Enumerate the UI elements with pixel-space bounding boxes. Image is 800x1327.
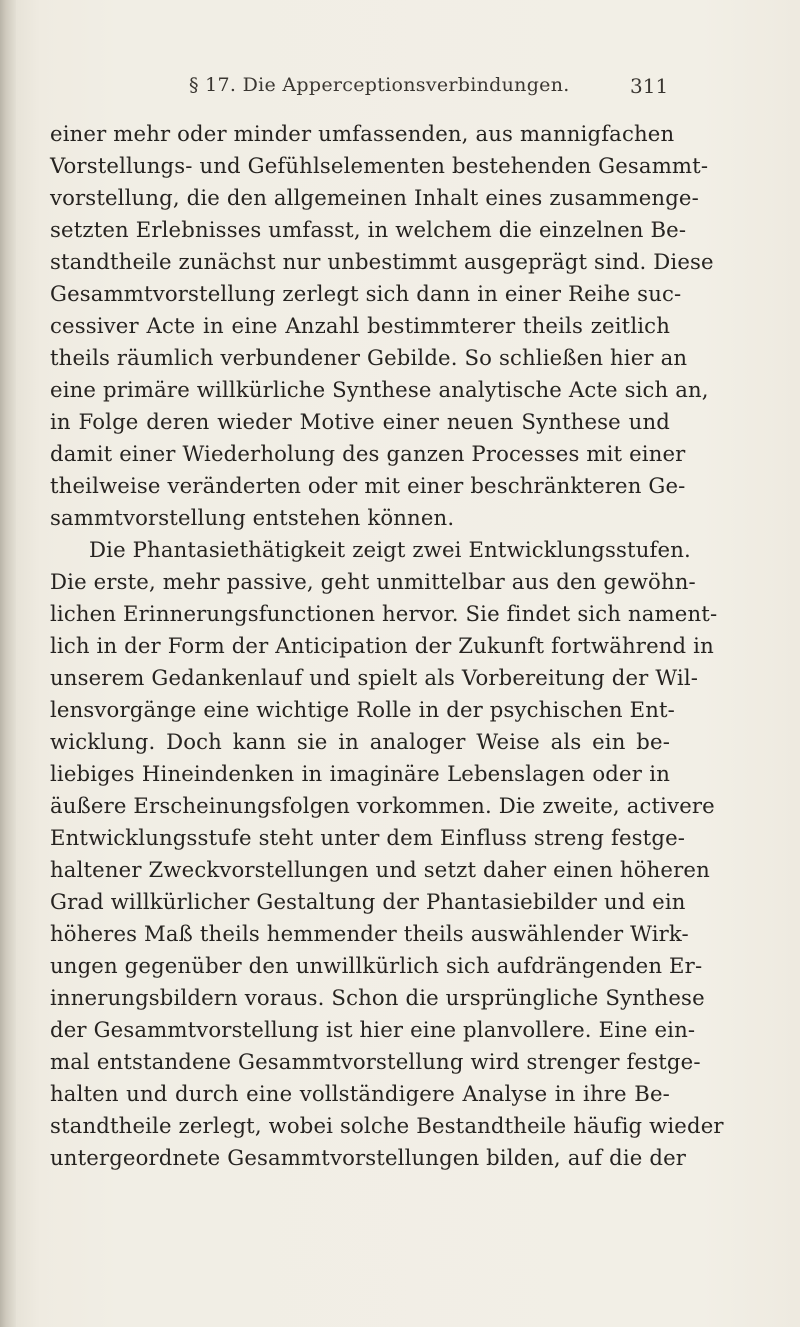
page-number: 311 — [630, 74, 669, 98]
text-line: Die erste, mehr passive, geht unmittelbar aus den gewöhn- — [50, 569, 696, 594]
text-line: haltener Zweckvorstellungen und setzt daher einen höheren — [50, 857, 710, 882]
text-line: höheres Maß theils hemmender theils auswählender Wirk- — [50, 921, 689, 946]
text-line: der Gesammtvorstellung ist hier eine planvollere. Eine ein- — [50, 1017, 696, 1042]
text-line: mal entstandene Gesammtvorstellung wird strenger festge- — [50, 1049, 701, 1074]
section-title: § 17. Die Apperceptionsverbindungen. — [189, 74, 570, 96]
text-line: Gesammtvorstellung zerlegt sich dann in einer Reihe suc- — [50, 281, 682, 306]
text-line: setzten Erlebnisses umfasst, in welchem die einzelnen Be- — [50, 217, 687, 242]
text-line: cessiver Acte in eine Anzahl bestimmterer theils zeitlich — [50, 313, 670, 338]
text-line: Entwicklungsstufe steht unter dem Einfluss streng festge- — [50, 825, 686, 850]
text-line: untergeordnete Gesammtvorstellungen bilden, auf die der — [50, 1145, 687, 1170]
text-line: Grad willkürlicher Gestaltung der Phantasiebilder und ein — [50, 889, 686, 914]
text-line: eine primäre willkürliche Synthese analytische Acte sich an, — [50, 377, 709, 402]
text-line: theils räumlich verbundener Gebilde. So schließen hier an — [50, 345, 688, 370]
text-line: lensvorgänge eine wichtige Rolle in der psychischen Ent- — [50, 697, 675, 722]
text-line: äußere Erscheinungsfolgen vorkommen. Die zweite, activere — [50, 793, 715, 818]
text-line: standtheile zerlegt, wobei solche Bestandtheile häufig wieder — [50, 1113, 724, 1138]
text-line: theilweise veränderten oder mit einer beschränkteren Ge- — [50, 473, 686, 498]
running-head — [0, 74, 800, 104]
text-line: halten und durch eine vollständigere Analyse in ihre Be- — [50, 1081, 670, 1106]
text-line: in Folge deren wieder Motive einer neuen Synthese und — [50, 409, 670, 434]
text-line: lichen Erinnerungsfunctionen hervor. Sie findet sich nament- — [50, 601, 718, 626]
text-line: ungen gegenüber den unwillkürlich sich aufdrängenden Er- — [50, 953, 703, 978]
text-line: Vorstellungs- und Gefühlselementen bestehenden Gesammt- — [50, 153, 709, 178]
paragraph-first-line: Die Phantasiethätigkeit zeigt zwei Entwicklungsstufen. — [89, 537, 691, 562]
text-line: sammtvorstellung entstehen können. — [50, 505, 455, 530]
text-line: liebiges Hineindenken in imaginäre Lebenslagen oder in — [50, 761, 670, 786]
text-line: unserem Gedankenlauf und spielt als Vorbereitung der Wil- — [50, 665, 699, 690]
text-line: damit einer Wiederholung des ganzen Processes mit einer — [50, 441, 686, 466]
text-line: standtheile zunächst nur unbestimmt ausgeprägt sind. Diese — [50, 249, 714, 274]
text-line: wicklung. Doch kann sie in analoger Weise als ein be- — [50, 729, 670, 754]
text-line: vorstellung, die den allgemeinen Inhalt eines zusammenge- — [50, 185, 699, 210]
text-line: lich in der Form der Anticipation der Zukunft fortwährend in — [50, 633, 714, 658]
text-line: einer mehr oder minder umfassenden, aus mannigfachen — [50, 121, 675, 146]
text-line: innerungsbildern voraus. Schon die ursprüngliche Synthese — [50, 985, 705, 1010]
spine-shadow — [0, 0, 16, 1327]
